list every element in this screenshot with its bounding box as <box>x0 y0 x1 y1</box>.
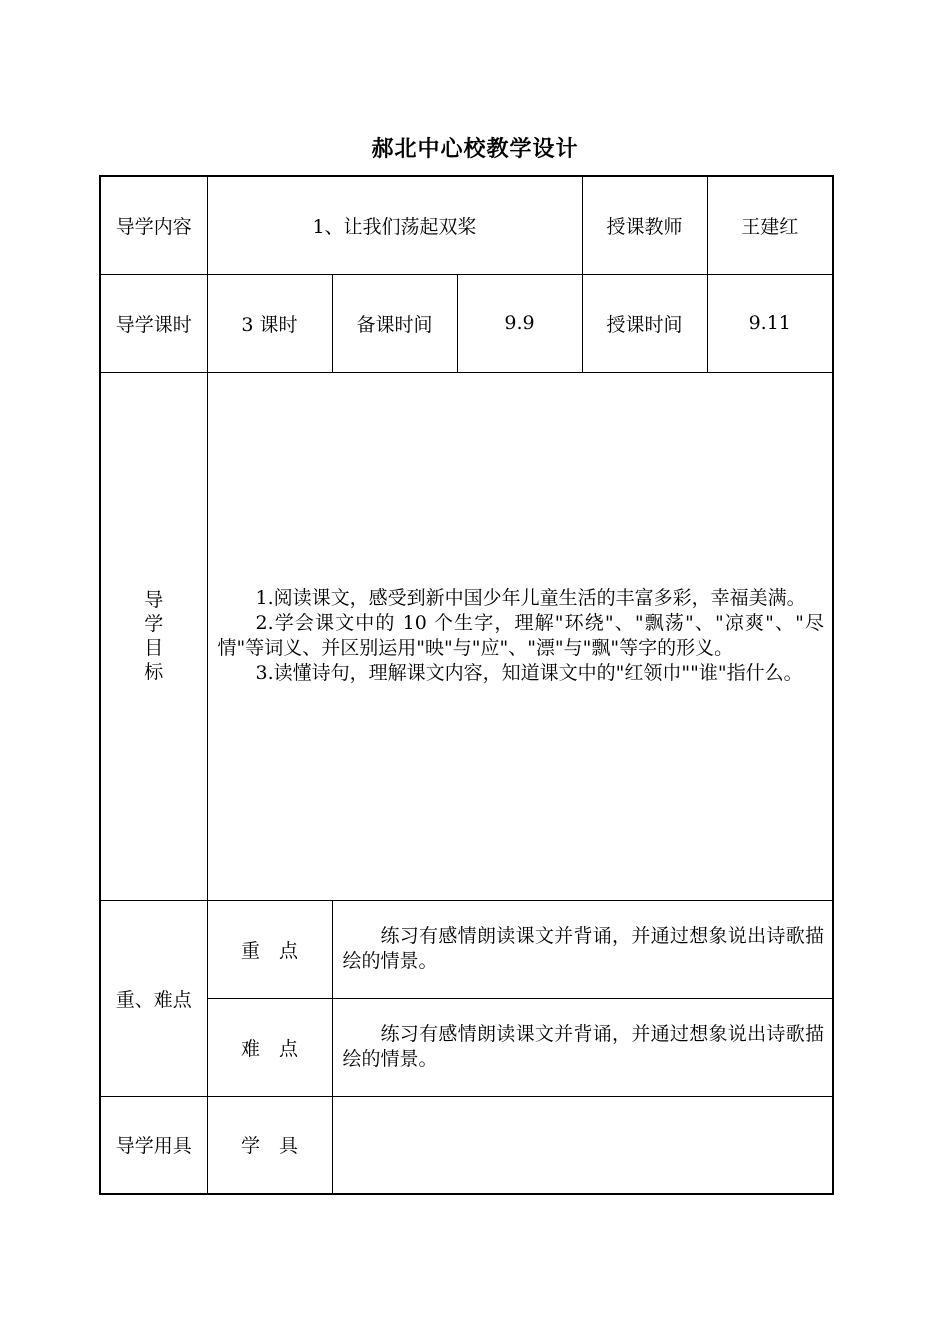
goals-content <box>207 372 833 900</box>
tools-content <box>332 1096 833 1194</box>
page-title: 郝北中心校教学设计 <box>371 136 579 162</box>
table-row <box>100 998 833 1096</box>
goal-item: 3.读懂诗句，理解课文内容，知道课文中的"红领巾""谁"指什么。 <box>255 662 803 684</box>
keypoints-label: 重、难点 <box>100 900 207 1096</box>
prep-time-label: 备课时间 <box>332 274 457 372</box>
teacher-label: 授课教师 <box>582 176 707 274</box>
lesson-plan-table <box>99 175 834 1195</box>
tools-sub-label: 学 具 <box>207 1096 332 1194</box>
table-row <box>100 1096 833 1194</box>
teach-time-value: 9.11 <box>707 274 833 372</box>
difficulty-label: 难 点 <box>207 998 332 1096</box>
focus-label: 重 点 <box>207 900 332 998</box>
prep-time-value: 9.9 <box>457 274 582 372</box>
lesson-title: 1、让我们荡起双桨 <box>207 176 582 274</box>
teacher-name: 王建红 <box>707 176 833 274</box>
teach-time-label: 授课时间 <box>582 274 707 372</box>
difficulty-content: 练习有感情朗读课文并背诵，并通过想象说出诗歌描绘的情景。 <box>332 998 833 1096</box>
table-row <box>100 274 833 372</box>
hours-label: 导学课时 <box>100 274 207 372</box>
table-row <box>100 900 833 998</box>
goals-label: 导 学 目 标 <box>100 372 207 900</box>
tools-label: 导学用具 <box>100 1096 207 1194</box>
table-row <box>100 176 833 274</box>
goal-item: 1.阅读课文，感受到新中国少年儿童生活的丰富多彩，幸福美满。 <box>255 587 806 609</box>
table-row <box>100 372 833 900</box>
content-label: 导学内容 <box>100 176 207 274</box>
focus-content: 练习有感情朗读课文并背诵，并通过想象说出诗歌描绘的情景。 <box>332 900 833 998</box>
goal-item: 2.学会课文中的 10 个生字，理解"环绕"、"飘荡"、"凉爽"、"尽情"等词义、并区别运用"映"与"应"、"漂"与"飘"等字的形义。 <box>217 612 824 659</box>
hours-value: 3 课时 <box>207 274 332 372</box>
